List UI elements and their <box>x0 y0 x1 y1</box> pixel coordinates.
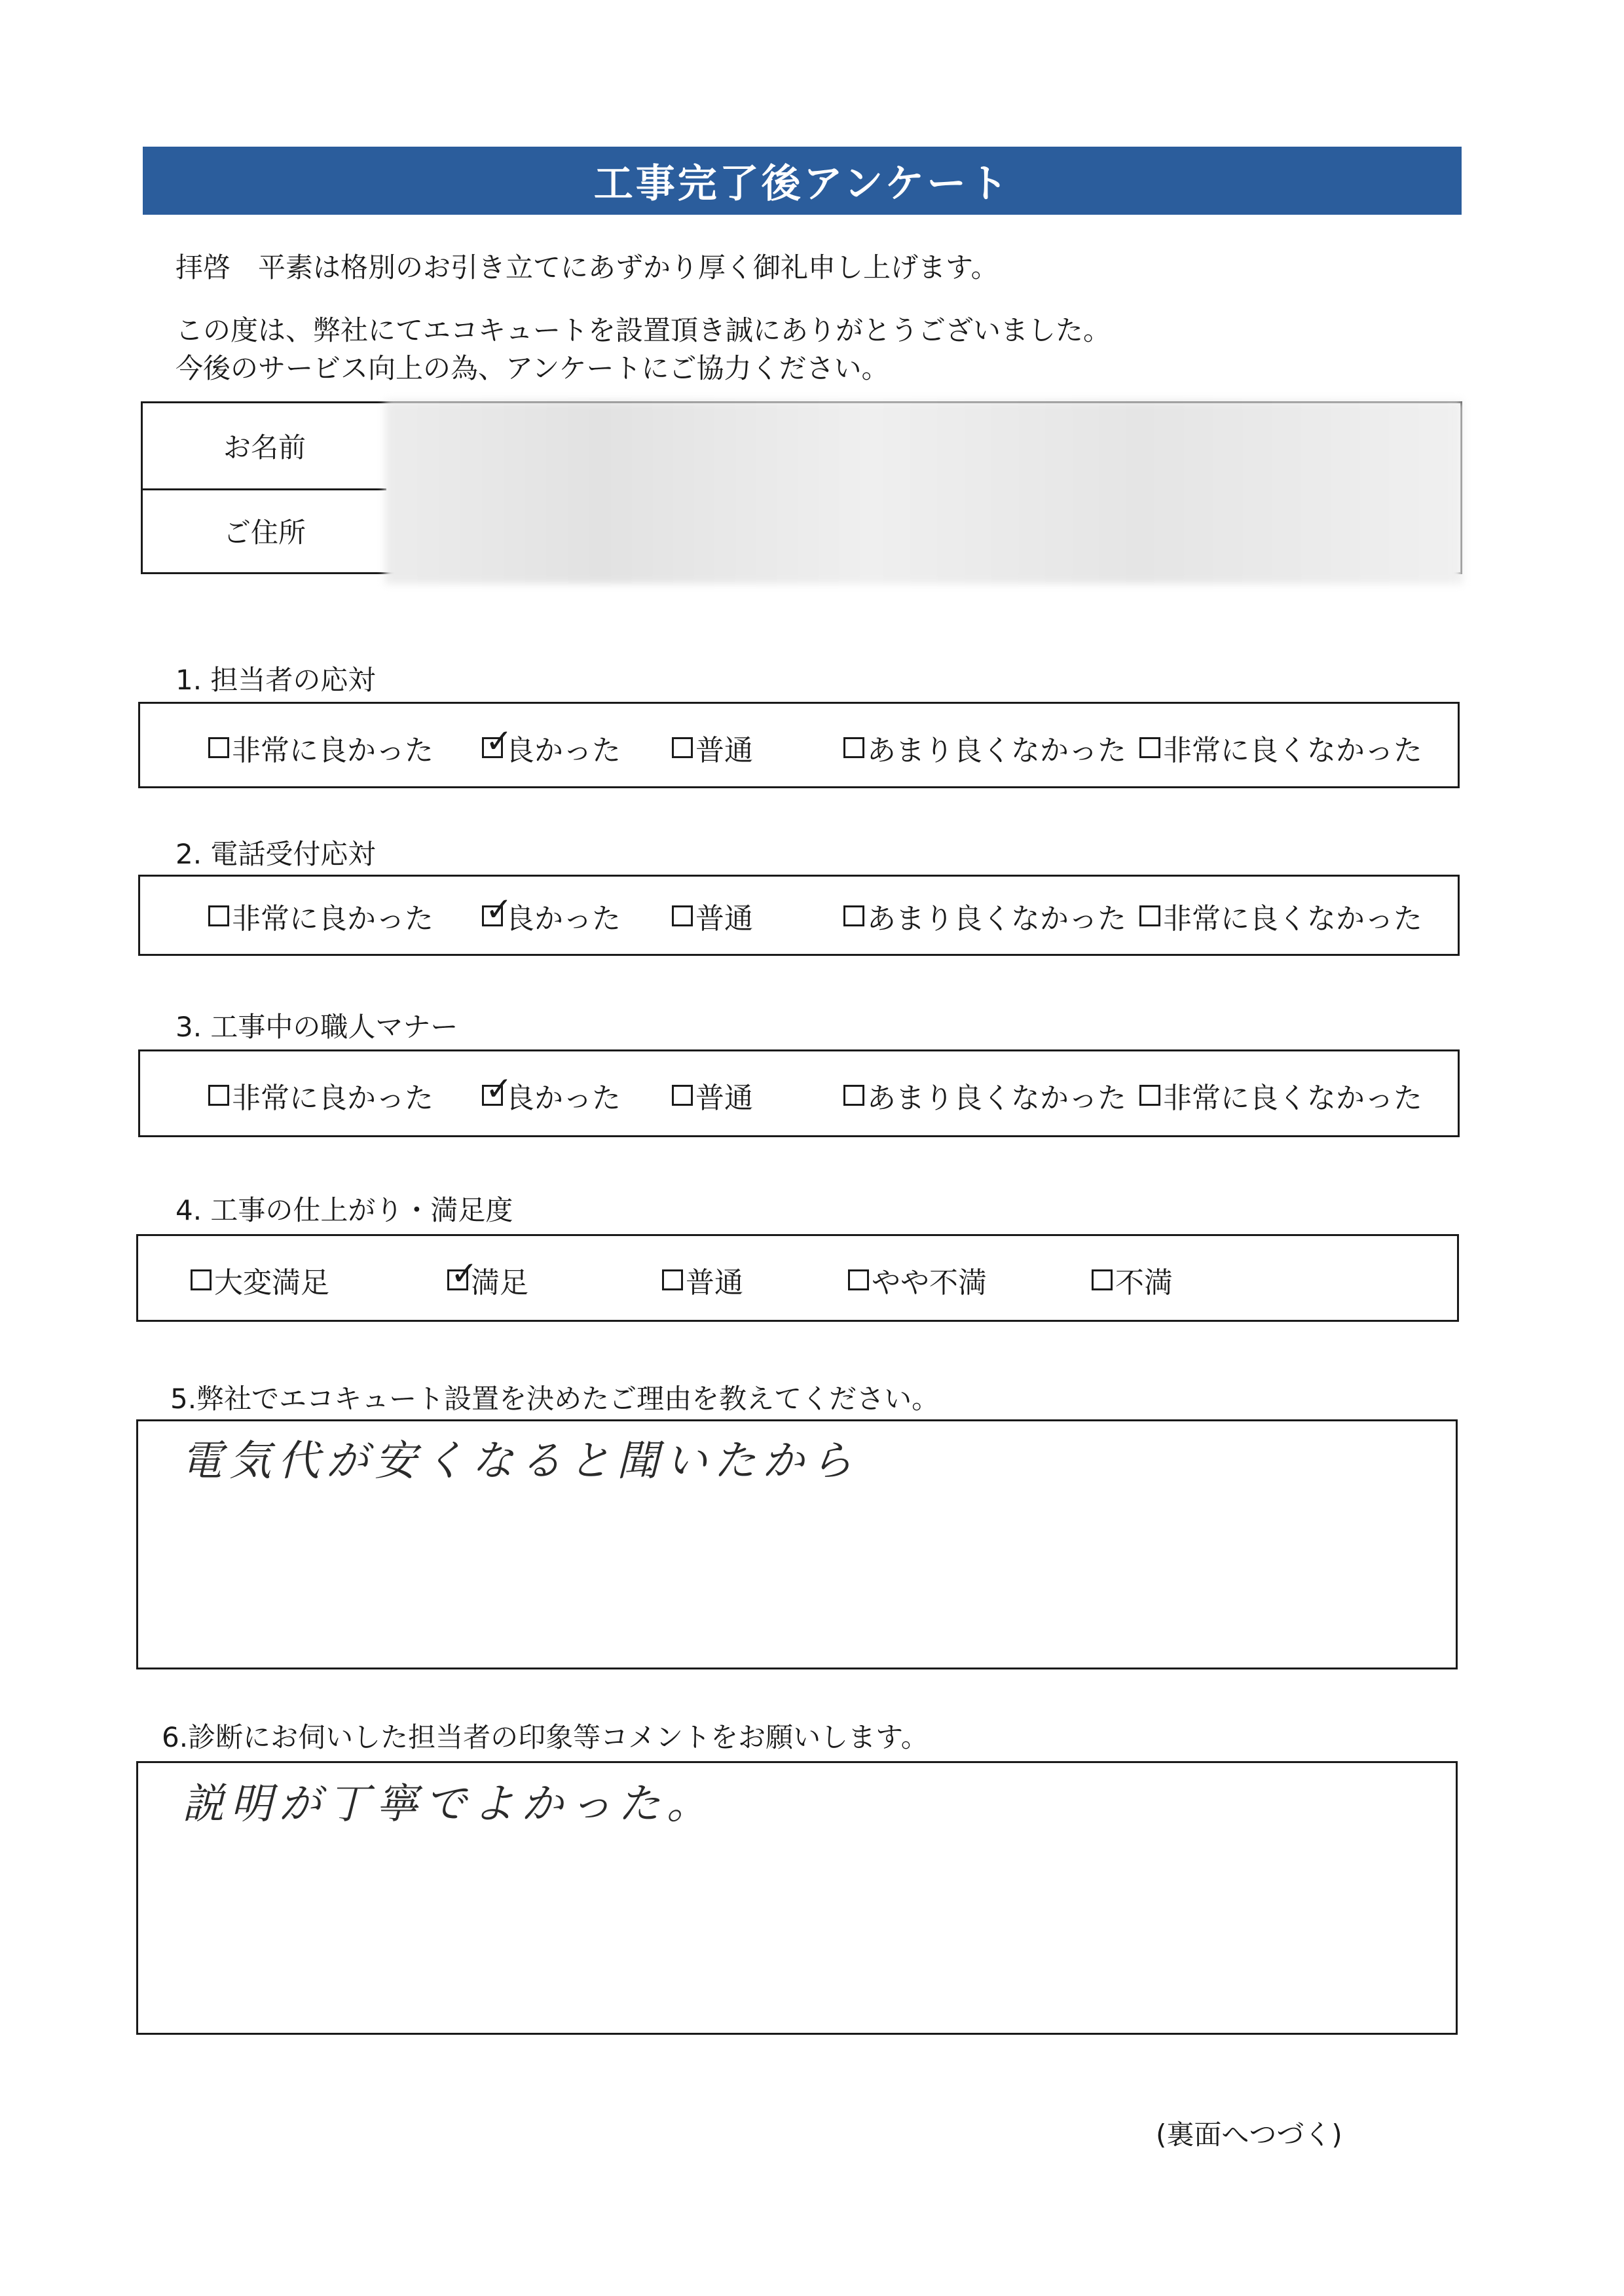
question-3-options <box>138 1049 1460 1137</box>
checkbox-icon[interactable] <box>1139 737 1160 758</box>
q2-option-average[interactable]: 普通 <box>672 895 753 937</box>
question-4-title: 4. 工事の仕上がり・満足度 <box>175 1194 513 1226</box>
q3-option-average[interactable]: 普通 <box>672 1074 753 1116</box>
checkbox-icon[interactable] <box>848 1269 869 1290</box>
question-4-options <box>136 1234 1459 1322</box>
checkmark-icon: ✓ <box>451 1254 478 1292</box>
q1-option-very-good[interactable]: 非常に良かった <box>208 727 434 769</box>
checkbox-icon[interactable] <box>843 1085 864 1106</box>
q4-option-average[interactable]: 普通 <box>662 1259 743 1301</box>
address-label: ご住所 <box>223 517 306 549</box>
checkbox-icon[interactable] <box>672 1085 693 1106</box>
q3-option-not-good[interactable]: あまり良くなかった <box>843 1074 1126 1116</box>
q2-option-very-good[interactable]: 非常に良かった <box>208 895 434 937</box>
question-3-title: 3. 工事中の職人マナー <box>175 1011 458 1043</box>
question-5-title: 5.弊社でエコキュート設置を決めたご理由を教えてください。 <box>170 1383 940 1415</box>
question-2-options <box>138 875 1460 956</box>
q4-option-somewhat-dissatisfied[interactable]: やや不満 <box>848 1259 987 1301</box>
q1-option-very-bad[interactable]: 非常に良くなかった <box>1139 727 1422 769</box>
q4-option-very-satisfied[interactable]: 大変満足 <box>191 1259 329 1301</box>
q3-option-good[interactable]: ✓ 良かった <box>482 1074 621 1116</box>
question-6-answer: 説明が丁寧でよかった。 <box>182 1780 715 1829</box>
q1-option-average[interactable]: 普通 <box>672 727 753 769</box>
checkbox-checked-icon[interactable] <box>482 890 513 928</box>
question-6-title: 6.診断にお伺いした担当者の印象等コメントをお願いします。 <box>162 1721 929 1753</box>
q1-option-not-good[interactable]: あまり良くなかった <box>843 727 1126 769</box>
name-label: お名前 <box>143 403 386 490</box>
checkmark-icon: ✓ <box>485 722 513 760</box>
intro-greeting: 拝啓 平素は格別のお引き立てにあずかり厚く御礼申し上げます。 <box>175 251 999 283</box>
checkbox-icon[interactable] <box>672 905 693 926</box>
q2-option-good[interactable]: ✓ 良かった <box>482 895 621 937</box>
q2-option-not-good[interactable]: あまり良くなかった <box>843 895 1126 937</box>
q3-option-very-bad[interactable]: 非常に良くなかった <box>1139 1074 1422 1116</box>
redacted-customer-details <box>385 401 1463 584</box>
checkbox-icon[interactable] <box>843 905 864 926</box>
q1-option-good[interactable]: ✓ 良かった <box>482 727 621 769</box>
checkbox-checked-icon[interactable] <box>482 722 513 760</box>
q2-option-very-bad[interactable]: 非常に良くなかった <box>1139 895 1422 937</box>
question-5-answer: 電気代が安くなると聞いたから <box>181 1437 859 1485</box>
checkbox-icon[interactable] <box>208 905 229 926</box>
survey-title: 工事完了後アンケート <box>143 147 1462 215</box>
question-2-title: 2. 電話受付応対 <box>175 838 376 870</box>
checkbox-icon[interactable] <box>1139 1085 1160 1106</box>
checkbox-icon[interactable] <box>208 737 229 758</box>
question-1-options <box>138 702 1460 788</box>
q4-option-satisfied[interactable]: ✓ 満足 <box>447 1259 528 1301</box>
q3-option-very-good[interactable]: 非常に良かった <box>208 1074 434 1116</box>
question-1-title: 1. 担当者の応対 <box>175 664 376 696</box>
checkbox-checked-icon[interactable] <box>447 1254 478 1292</box>
intro-request: 今後のサービス向上の為、アンケートにご協力ください。 <box>175 352 889 384</box>
checkbox-icon[interactable] <box>1092 1269 1113 1290</box>
intro-thanks: この度は、弊社にてエコキュートを設置頂き誠にありがとうございました。 <box>175 314 1111 346</box>
checkbox-icon[interactable] <box>843 737 864 758</box>
checkbox-icon[interactable] <box>208 1085 229 1106</box>
checkbox-icon[interactable] <box>1139 905 1160 926</box>
checkbox-icon[interactable] <box>191 1269 212 1290</box>
continue-on-back-note: (裏面へつづく) <box>1156 2119 1342 2151</box>
checkbox-icon[interactable] <box>672 737 693 758</box>
q4-option-dissatisfied[interactable]: 不満 <box>1092 1259 1173 1301</box>
checkmark-icon: ✓ <box>485 1070 513 1108</box>
checkbox-checked-icon[interactable] <box>482 1070 513 1108</box>
checkbox-icon[interactable] <box>662 1269 683 1290</box>
checkmark-icon: ✓ <box>485 890 513 928</box>
